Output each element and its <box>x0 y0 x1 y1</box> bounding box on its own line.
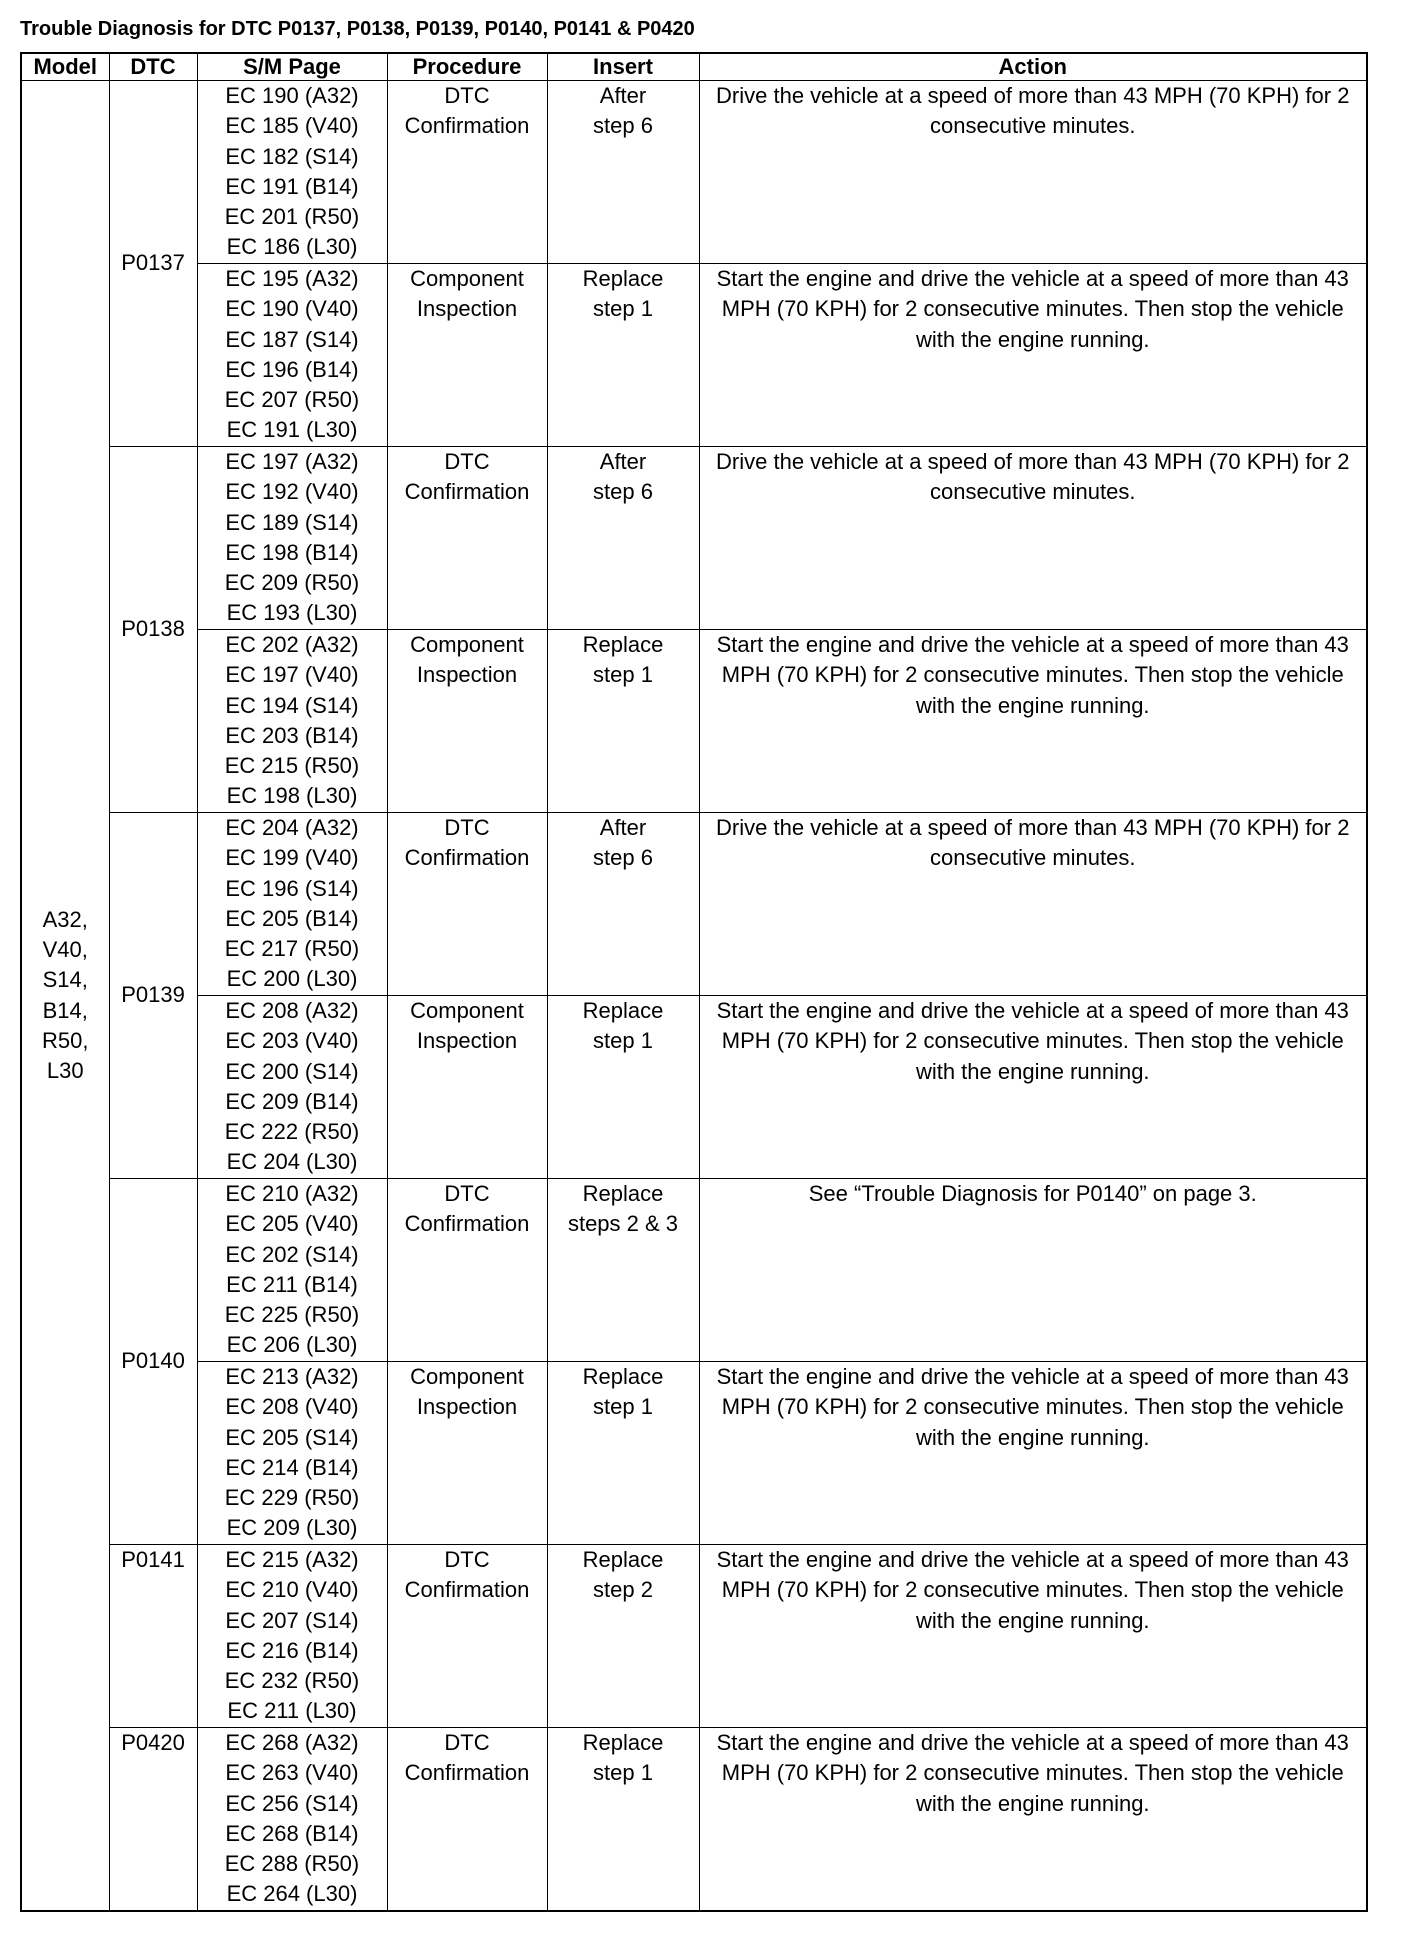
table-row <box>21 1728 1367 1912</box>
page-ref: EC 204 (A32) <box>225 815 359 840</box>
action-cell: Start the engine and drive the vehicle at a speed of more than 43 MPH (70 KPH) for 2 consecutive minutes. Then stop the vehicle with the engine running. <box>699 1545 1367 1728</box>
page-ref: EC 209 (B14) <box>225 1088 359 1114</box>
table-row <box>21 1362 1367 1545</box>
table-row <box>21 1545 1367 1728</box>
page-ref: EC 210 (A32) <box>225 1181 359 1206</box>
page-ref: EC 189 (S14) <box>225 509 359 535</box>
procedure-cell: DTC Confirmation <box>387 1179 547 1362</box>
insert-cell: Replace step 1 <box>547 630 699 813</box>
action-cell: Start the engine and drive the vehicle at a speed of more than 43 MPH (70 KPH) for 2 consecutive minutes. Then stop the vehicle with the engine running. <box>699 264 1367 447</box>
dtc-cell-p0140: P0140 <box>109 1179 197 1545</box>
page-ref: EC 195 (A32) <box>225 266 359 291</box>
page-ref: EC 204 (L30) <box>226 1149 358 1175</box>
page-ref: EC 202 (S14) <box>225 1241 359 1267</box>
procedure-cell: Component Inspection <box>387 264 547 447</box>
model-cell: A32, V40, S14, B14, R50, L30 <box>21 81 109 1912</box>
trouble-diagnosis-table <box>20 52 1368 1912</box>
insert-cell: After step 6 <box>547 81 699 264</box>
page-ref: EC 207 (S14) <box>225 1607 359 1633</box>
page-ref: EC 190 (A32) <box>225 83 359 108</box>
page-ref: EC 263 (V40) <box>225 1760 359 1786</box>
page-ref: EC 225 (R50) <box>224 1302 360 1328</box>
table-row <box>21 813 1367 996</box>
action-cell: Drive the vehicle at a speed of more than 43 MPH (70 KPH) for 2 consecutive minutes. <box>699 447 1367 630</box>
header-dtc: DTC <box>109 53 197 81</box>
page-ref: EC 213 (A32) <box>225 1364 359 1389</box>
action-cell: Start the engine and drive the vehicle at a speed of more than 43 MPH (70 KPH) for 2 consecutive minutes. Then stop the vehicle with the engine running. <box>699 630 1367 813</box>
action-cell: Drive the vehicle at a speed of more than 43 MPH (70 KPH) for 2 consecutive minutes. <box>699 81 1367 264</box>
page-ref: EC 268 (A32) <box>225 1730 359 1755</box>
table-row <box>21 264 1367 447</box>
insert-cell: Replace step 2 <box>547 1545 699 1728</box>
action-cell: See “Trouble Diagnosis for P0140” on page 3. <box>699 1179 1367 1362</box>
header-action: Action <box>699 53 1367 81</box>
page-ref: EC 209 (R50) <box>224 570 360 596</box>
page-ref: EC 199 (V40) <box>225 845 359 871</box>
header-row <box>21 53 1367 81</box>
page-ref: EC 190 (V40) <box>225 296 359 322</box>
page-ref: EC 288 (R50) <box>224 1851 360 1877</box>
sm-page-cell <box>197 1179 387 1362</box>
action-cell: Start the engine and drive the vehicle at a speed of more than 43 MPH (70 KPH) for 2 consecutive minutes. Then stop the vehicle with the engine running. <box>699 1362 1367 1545</box>
page-ref: EC 198 (L30) <box>226 783 358 809</box>
sm-page-cell <box>197 81 387 264</box>
action-cell: Start the engine and drive the vehicle at a speed of more than 43 MPH (70 KPH) for 2 consecutive minutes. Then stop the vehicle with the engine running. <box>699 1728 1367 1912</box>
action-cell: Drive the vehicle at a speed of more than 43 MPH (70 KPH) for 2 consecutive minutes. <box>699 813 1367 996</box>
page-ref: EC 198 (B14) <box>225 539 359 565</box>
page-ref: EC 187 (S14) <box>225 326 359 352</box>
page-ref: EC 205 (B14) <box>225 905 359 931</box>
page-ref: EC 208 (V40) <box>225 1394 359 1420</box>
page-ref: EC 264 (L30) <box>226 1881 358 1907</box>
procedure-cell: Component Inspection <box>387 996 547 1179</box>
procedure-cell: DTC Confirmation <box>387 447 547 630</box>
sm-page-cell <box>197 1545 387 1728</box>
table-row <box>21 447 1367 630</box>
page-ref: EC 256 (S14) <box>225 1790 359 1816</box>
page-ref: EC 193 (L30) <box>226 600 358 626</box>
page-ref: EC 185 (V40) <box>225 113 359 139</box>
table-row <box>21 1179 1367 1362</box>
page-ref: EC 201 (R50) <box>224 204 360 230</box>
page-ref: EC 268 (B14) <box>225 1820 359 1846</box>
page-ref: EC 232 (R50) <box>224 1668 360 1694</box>
page-ref: EC 222 (R50) <box>224 1119 360 1145</box>
action-cell: Start the engine and drive the vehicle at a speed of more than 43 MPH (70 KPH) for 2 consecutive minutes. Then stop the vehicle with the engine running. <box>699 996 1367 1179</box>
page-ref: EC 203 (B14) <box>225 722 359 748</box>
page-ref: EC 197 (V40) <box>225 662 359 688</box>
dtc-cell-p0137: P0137 <box>109 81 197 447</box>
dtc-cell-p0141: P0141 <box>109 1545 197 1728</box>
sm-page-cell <box>197 996 387 1179</box>
table-row <box>21 630 1367 813</box>
insert-cell: After step 6 <box>547 447 699 630</box>
procedure-cell: Component Inspection <box>387 1362 547 1545</box>
page-ref: EC 209 (L30) <box>226 1515 358 1541</box>
insert-cell: Replace steps 2 & 3 <box>547 1179 699 1362</box>
page-ref: EC 215 (R50) <box>224 753 360 779</box>
page-ref: EC 208 (A32) <box>225 998 359 1023</box>
page-ref: EC 205 (S14) <box>225 1424 359 1450</box>
header-procedure: Procedure <box>387 53 547 81</box>
page-ref: EC 215 (A32) <box>225 1547 359 1572</box>
insert-cell: Replace step 1 <box>547 1362 699 1545</box>
sm-page-cell <box>197 1362 387 1545</box>
page-ref: EC 186 (L30) <box>226 234 358 260</box>
page-ref: EC 202 (A32) <box>225 632 359 657</box>
insert-cell: Replace step 1 <box>547 1728 699 1912</box>
page-ref: EC 196 (S14) <box>225 875 359 901</box>
table-row <box>21 81 1367 264</box>
page-ref: EC 191 (L30) <box>226 417 358 443</box>
sm-page-cell <box>197 813 387 996</box>
table-row <box>21 996 1367 1179</box>
page-ref: EC 200 (L30) <box>226 966 358 992</box>
page-ref: EC 214 (B14) <box>225 1454 359 1480</box>
page-ref: EC 182 (S14) <box>225 143 359 169</box>
page-ref: EC 206 (L30) <box>226 1332 358 1358</box>
page-ref: EC 210 (V40) <box>225 1577 359 1603</box>
header-sm-page: S/M Page <box>197 53 387 81</box>
procedure-cell: Component Inspection <box>387 630 547 813</box>
page-ref: EC 205 (V40) <box>225 1211 359 1237</box>
header-model: Model <box>21 53 109 81</box>
procedure-cell: DTC Confirmation <box>387 1545 547 1728</box>
dtc-cell-p0138: P0138 <box>109 447 197 813</box>
document-title: Trouble Diagnosis for DTC P0137, P0138, P0139, P0140, P0141 & P0420 <box>20 18 695 40</box>
page-ref: EC 192 (V40) <box>225 479 359 505</box>
page-ref: EC 211 (B14) <box>226 1271 358 1297</box>
sm-page-cell <box>197 447 387 630</box>
page-ref: EC 197 (A32) <box>225 449 359 474</box>
procedure-cell: DTC Confirmation <box>387 81 547 264</box>
page-ref: EC 191 (B14) <box>225 173 359 199</box>
insert-cell: Replace step 1 <box>547 264 699 447</box>
sm-page-cell <box>197 1728 387 1912</box>
page-ref: EC 207 (R50) <box>224 387 360 413</box>
page-ref: EC 216 (B14) <box>225 1637 359 1663</box>
page-ref: EC 217 (R50) <box>224 936 360 962</box>
header-insert: Insert <box>547 53 699 81</box>
page-ref: EC 194 (S14) <box>225 692 359 718</box>
procedure-cell: DTC Confirmation <box>387 1728 547 1912</box>
sm-page-cell <box>197 264 387 447</box>
insert-cell: Replace step 1 <box>547 996 699 1179</box>
procedure-cell: DTC Confirmation <box>387 813 547 996</box>
page-ref: EC 229 (R50) <box>224 1485 360 1511</box>
page-ref: EC 200 (S14) <box>225 1058 359 1084</box>
dtc-cell-p0420: P0420 <box>109 1728 197 1912</box>
page-ref: EC 211 (L30) <box>227 1698 357 1724</box>
dtc-cell-p0139: P0139 <box>109 813 197 1179</box>
page-ref: EC 203 (V40) <box>225 1028 359 1054</box>
sm-page-cell <box>197 630 387 813</box>
page-ref: EC 196 (B14) <box>225 356 359 382</box>
insert-cell: After step 6 <box>547 813 699 996</box>
